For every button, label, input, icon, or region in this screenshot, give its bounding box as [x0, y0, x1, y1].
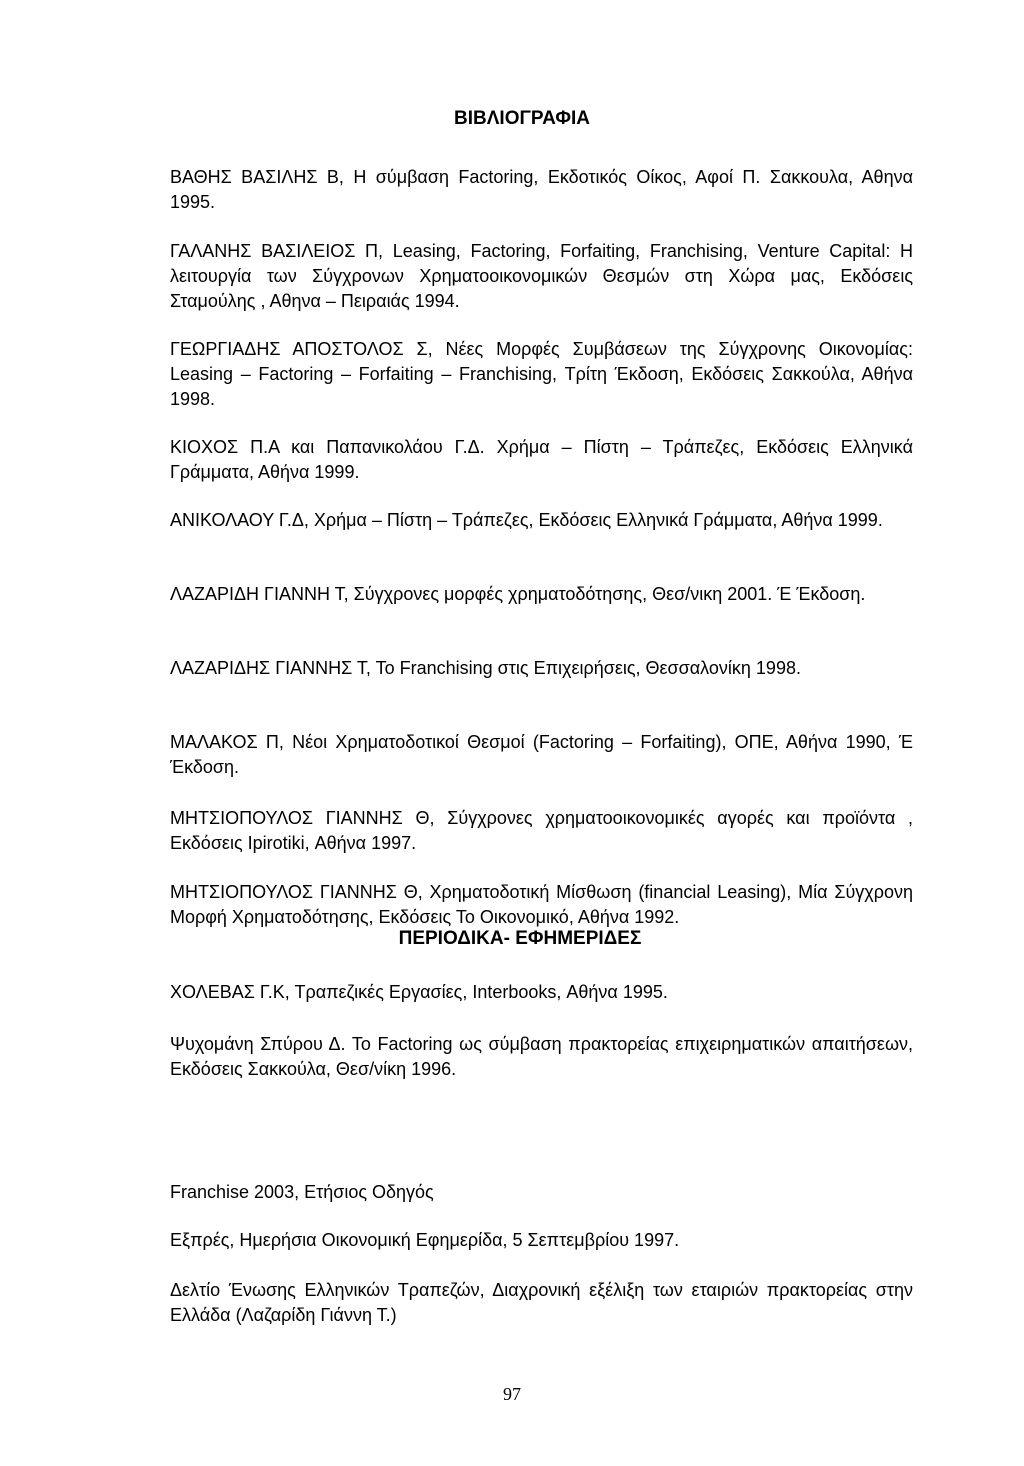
bibliography-entry-mitsiopoulos-1992: ΜΗΤΣΙΟΠΟΥΛΟΣ ΓΙΑΝΝΗΣ Θ, Χρηματοδοτική Μίσθωση (financial Leasing), Μία Σύγχρονη Μορφή Χρηματοδότησης, Εκδόσεις Το Οικονομικό, Αθήνα 1992. [170, 882, 913, 927]
bibliography-entry-anikolaou: ΑΝΙΚΟΛΑΟΥ Γ.Δ, Χρήμα – Πίστη – Τράπεζες, Εκδόσεις Ελληνικά Γράμματα, Αθήνα 1999. [170, 510, 883, 530]
bibliography-entry-cholevas: ΧΟΛΕΒΑΣ Γ.Κ, Τραπεζικές Εργασίες, Interbooks, Αθήνα 1995. [170, 982, 668, 1002]
bibliography-entry-georgiadis: ΓΕΩΡΓΙΑΔΗΣ ΑΠΟΣΤΟΛΟΣ Σ, Νέες Μορφές Συμβάσεων της Σύγχρονης Οικονομίας: Leasing – Factoring – Forfaiting – Franchising, Τρίτη Έκδοση, Εκδόσεις Σακκούλα, Αθήνα 1998. [170, 339, 913, 409]
bibliography-heading: ΒΙΒΛΙΟΓΡΑΦΙΑ [454, 108, 590, 129]
bibliography-entry-lazaridi: ΛΑΖΑΡΙΔΗ ΓΙΑΝΝΗ Τ, Σύγχρονες μορφές χρηματοδότησης, Θεσ/νικη 2001. Έ Έκδοση. [170, 584, 866, 604]
periodicals-heading: ΠΕΡΙΟΔΙΚΑ- ΕΦΗΜΕΡΙΔΕΣ [398, 928, 642, 949]
bibliography-entry-mitsiopoulos-1997: ΜΗΤΣΙΟΠΟΥΛΟΣ ΓΙΑΝΝΗΣ Θ, Σύγχρονες χρηματοοικονομικές αγορές και προϊόντα , Εκδόσεις Ipirotiki, Αθήνα 1997. [170, 808, 913, 853]
periodical-entry-franchise: Franchise 2003, Ετήσιος Οδηγός [170, 1182, 434, 1202]
bibliography-entry-vathis: ΒΑΘΗΣ ΒΑΣΙΛΗΣ Β, Η σύμβαση Factoring, Εκδοτικός Οίκος, Αφοί Π. Σακκουλα, Αθηνα 1995. [170, 167, 913, 212]
bibliography-entry-kiochos: ΚΙΟΧΟΣ Π.Α και Παπανικολάου Γ.Δ. Χρήμα – Πίστη – Τράπεζες, Εκδόσεις Ελληνικά Γράμματα, Αθήνα 1999. [170, 437, 913, 482]
page-number: 97 [503, 1384, 521, 1404]
bibliography-entry-lazaridis: ΛΑΖΑΡΙΔΗΣ ΓΙΑΝΝΗΣ Τ, Το Franchising στις Επιχειρήσεις, Θεσσαλονίκη 1998. [170, 658, 801, 678]
periodical-entry-expres: Εξπρές, Ημερήσια Οικονομική Εφημερίδα, 5 Σεπτεμβρίου 1997. [170, 1230, 680, 1250]
bibliography-entry-malakos: ΜΑΛΑΚΟΣ Π, Νέοι Χρηματοδοτικοί Θεσμοί (Factoring – Forfaiting), ΟΠΕ, Αθήνα 1990, Έ Έκδοση. [170, 732, 913, 777]
bibliography-entry-psychomani: Ψυχομάνη Σπύρου Δ. Το Factoring ως σύμβαση πρακτορείας επιχειρηματικών απαιτήσεων, Εκδόσεις Σακκούλα, Θεσ/νίκη 1996. [170, 1034, 913, 1079]
bibliography-entry-galanis: ΓΑΛΑΝΗΣ ΒΑΣΙΛΕΙΟΣ Π, Leasing, Factoring, Forfaiting, Franchising, Venture Capital: Η λειτουργία των Σύγχρονων Χρηματοοικονομικών Θεσμών στη Χώρα μας, Εκδόσεις Σταμούλης , Αθηνα – Πειραιάς 1994. [170, 241, 913, 311]
periodical-entry-deltio: Δελτίο Ένωσης Ελληνικών Τραπεζών, Διαχρονική εξέλιξη των εταιριών πρακτορείας στην Ελλάδα (Λαζαρίδη Γιάννη Τ.) [170, 1280, 913, 1325]
